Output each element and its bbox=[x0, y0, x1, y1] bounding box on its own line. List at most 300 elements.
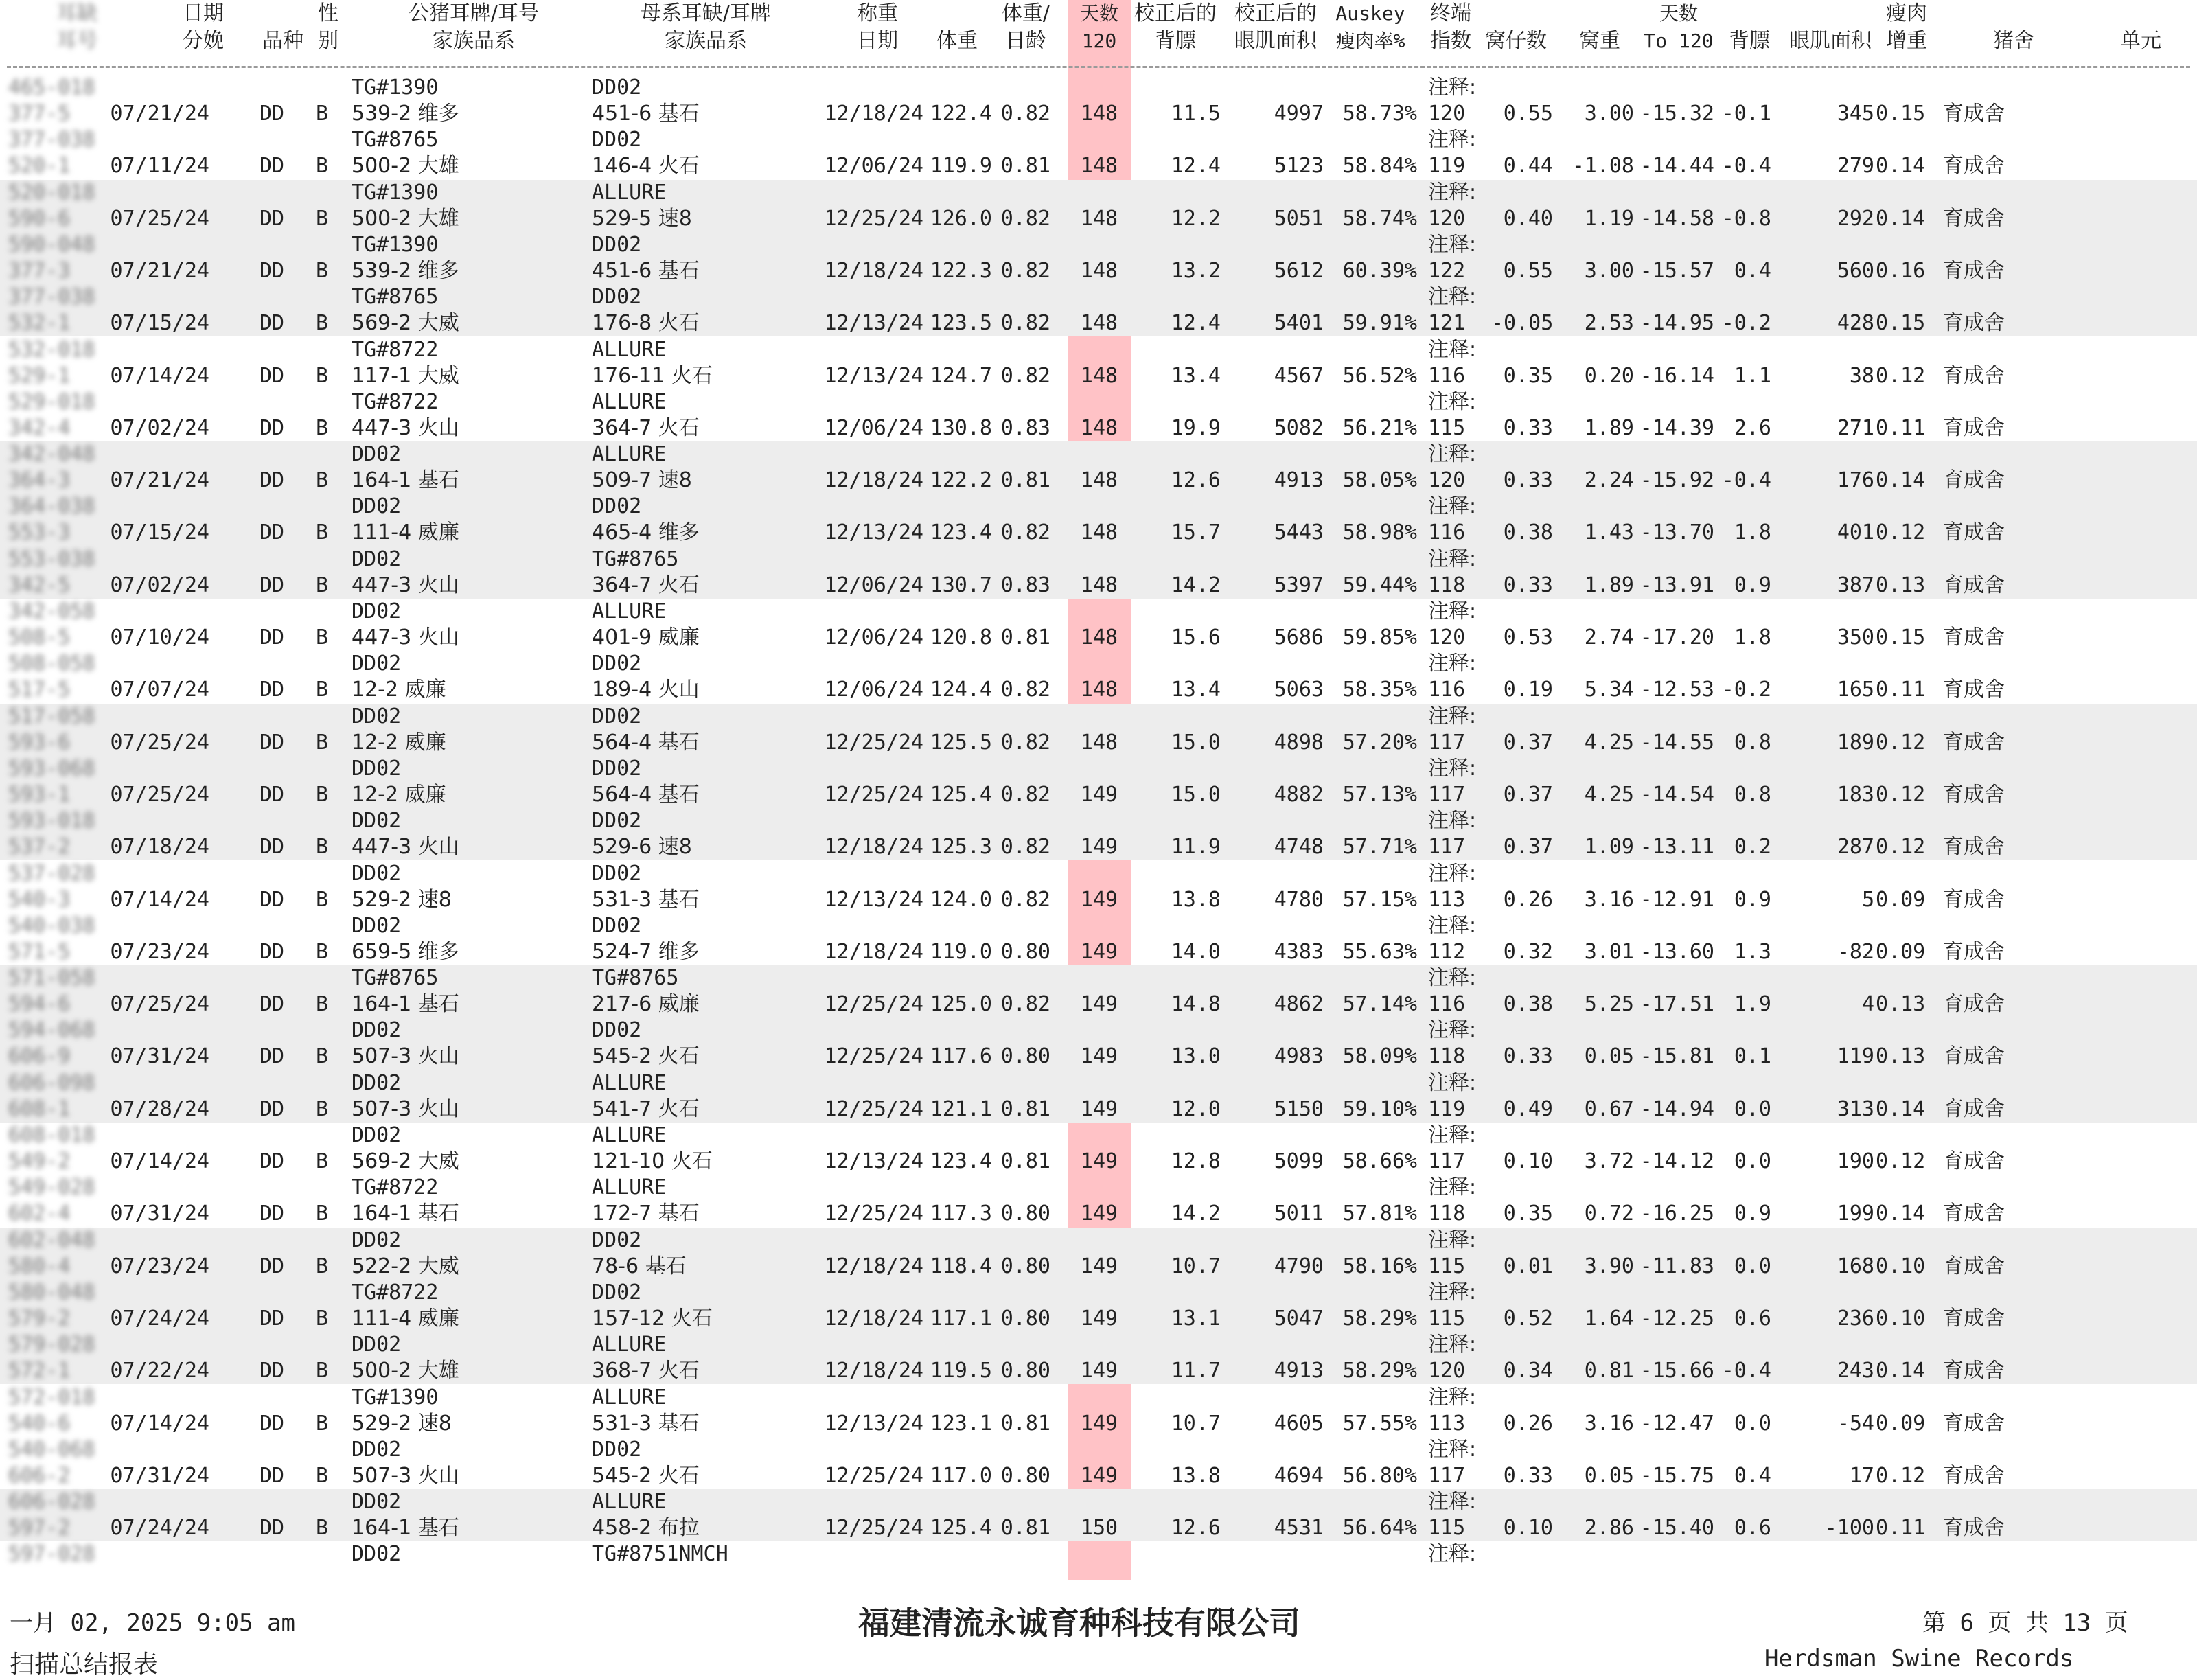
cell-date: 12/18/24 bbox=[824, 468, 923, 492]
note-label: 注释: bbox=[1428, 76, 1477, 100]
note-label: 注释: bbox=[1428, 1071, 1477, 1095]
cell-breed: DD bbox=[260, 1412, 285, 1436]
cell-days: 148 bbox=[1080, 207, 1118, 231]
sire-line: DD02 bbox=[352, 599, 402, 623]
cell-idx: 115 bbox=[1428, 416, 1466, 440]
print-datetime: 一月 02, 2025 9:05 am bbox=[10, 1609, 295, 1637]
cell-adg: 0.82 bbox=[1000, 520, 1050, 544]
cell-bf: -0.2 bbox=[1721, 678, 1771, 702]
cell-lw: 2.24 bbox=[1584, 468, 1634, 492]
cell-lg: 0.10 bbox=[1876, 1307, 1926, 1331]
cell-date: 12/25/24 bbox=[824, 1044, 923, 1068]
cell-lg: 0.16 bbox=[1876, 259, 1926, 283]
cell-bf: 1.8 bbox=[1734, 625, 1771, 649]
sire-tag: 164-1 基石 bbox=[352, 1516, 459, 1540]
cell-to120: -16.14 bbox=[1640, 364, 1714, 388]
cell-farrow: 07/14/24 bbox=[110, 364, 209, 388]
cell-lg: 0.13 bbox=[1876, 573, 1926, 597]
cell-lean: 56.64% bbox=[1342, 1516, 1417, 1540]
header-weigh-date-line: 称重 bbox=[857, 1, 898, 25]
cell-lma: 190 bbox=[1837, 1149, 1874, 1173]
cell-date: 12/18/24 bbox=[824, 940, 923, 964]
cell-lg: 0.13 bbox=[1876, 992, 1926, 1016]
cell-bf-adj: 15.0 bbox=[1171, 783, 1221, 807]
dam-line: ALLURE bbox=[592, 599, 667, 623]
dam-tag: 368-7 火石 bbox=[592, 1359, 700, 1383]
dam-line: TG#8765 bbox=[592, 547, 679, 571]
cell-barn: 育成舍 bbox=[1943, 1359, 2005, 1383]
cell-adg: 0.82 bbox=[1000, 835, 1050, 859]
cell-to120: -15.40 bbox=[1640, 1516, 1714, 1540]
ear-notch: 465-018 bbox=[8, 76, 95, 100]
sire-line: TG#8722 bbox=[352, 338, 439, 362]
dam-tag: 509-7 速8 bbox=[592, 468, 692, 492]
cell-lean: 60.39% bbox=[1342, 259, 1417, 283]
cell-lc: 0.33 bbox=[1503, 1044, 1553, 1068]
header-adg-line: 日龄 bbox=[1005, 29, 1046, 53]
sire-tag: 12-2 威廉 bbox=[352, 730, 446, 755]
cell-idx: 120 bbox=[1428, 102, 1466, 126]
cell-lma: 183 bbox=[1837, 783, 1874, 807]
ear-tag: 606-2 bbox=[8, 1464, 71, 1488]
cell-lma-adj: 5082 bbox=[1274, 416, 1324, 440]
dam-line: ALLURE bbox=[592, 1490, 667, 1514]
cell-lw: 0.81 bbox=[1584, 1359, 1634, 1383]
sire-tag: 12-2 威廉 bbox=[352, 783, 446, 807]
cell-adg: 0.82 bbox=[1000, 783, 1050, 807]
cell-sex: B bbox=[316, 1307, 329, 1331]
note-label: 注释: bbox=[1428, 1123, 1477, 1147]
cell-bf: 0.9 bbox=[1734, 573, 1771, 597]
cell-lc: 0.52 bbox=[1503, 1307, 1553, 1331]
cell-lma-adj: 5123 bbox=[1274, 154, 1324, 178]
dam-line: DD02 bbox=[592, 914, 642, 938]
cell-date: 12/06/24 bbox=[824, 154, 923, 178]
cell-wt: 125.3 bbox=[930, 835, 992, 859]
header-farrow-line: 分娩 bbox=[183, 29, 224, 53]
dam-line: ALLURE bbox=[592, 338, 667, 362]
cell-lw: 3.16 bbox=[1584, 1412, 1634, 1436]
cell-lc: 0.01 bbox=[1503, 1254, 1553, 1278]
cell-days: 148 bbox=[1080, 102, 1118, 126]
cell-lean: 58.73% bbox=[1342, 102, 1417, 126]
cell-bf: 0.0 bbox=[1734, 1254, 1771, 1278]
cell-barn: 育成舍 bbox=[1943, 992, 2005, 1016]
cell-farrow: 07/21/24 bbox=[110, 102, 209, 126]
cell-bf: 0.0 bbox=[1734, 1097, 1771, 1121]
ear-tag: 508-5 bbox=[8, 625, 71, 649]
cell-to120: -14.55 bbox=[1640, 730, 1714, 755]
cell-farrow: 07/02/24 bbox=[110, 416, 209, 440]
cell-lc: 0.38 bbox=[1503, 992, 1553, 1016]
ear-notch: 342-048 bbox=[8, 442, 95, 466]
cell-wt: 122.2 bbox=[930, 468, 992, 492]
cell-lean: 58.29% bbox=[1342, 1307, 1417, 1331]
cell-breed: DD bbox=[260, 625, 285, 649]
note-label: 注释: bbox=[1428, 1280, 1477, 1304]
cell-to120: -14.95 bbox=[1640, 311, 1714, 335]
cell-days: 148 bbox=[1080, 730, 1118, 755]
cell-barn: 育成舍 bbox=[1943, 1254, 2005, 1278]
cell-lg: 0.15 bbox=[1876, 311, 1926, 335]
cell-days: 149 bbox=[1080, 1149, 1118, 1173]
ear-tag: 606-9 bbox=[8, 1044, 71, 1068]
header-dam-line: 家族品系 bbox=[665, 29, 747, 53]
sire-tag: 569-2 大威 bbox=[352, 311, 459, 335]
header-unit-line bbox=[2051, 0, 2197, 27]
dam-line: DD02 bbox=[592, 1018, 642, 1042]
ear-tag: 540-6 bbox=[8, 1412, 71, 1436]
cell-lma-adj: 4567 bbox=[1274, 364, 1324, 388]
cell-lean: 58.29% bbox=[1342, 1359, 1417, 1383]
cell-bf: -0.4 bbox=[1721, 468, 1771, 492]
header-ear-tag-line: 耳缺 bbox=[56, 1, 97, 25]
cell-adg: 0.80 bbox=[1000, 1254, 1050, 1278]
sire-line: DD02 bbox=[352, 1490, 402, 1514]
cell-farrow: 07/24/24 bbox=[110, 1307, 209, 1331]
cell-lma: 176 bbox=[1837, 468, 1874, 492]
cell-lw: 3.00 bbox=[1584, 259, 1634, 283]
sire-line: TG#1390 bbox=[352, 76, 439, 100]
table-row bbox=[0, 651, 2197, 703]
ear-notch: 593-018 bbox=[8, 809, 95, 833]
cell-days: 149 bbox=[1080, 835, 1118, 859]
cell-lean: 59.85% bbox=[1342, 625, 1417, 649]
cell-bf-adj: 14.8 bbox=[1171, 992, 1221, 1016]
cell-idx: 118 bbox=[1428, 1044, 1466, 1068]
cell-lg: 0.11 bbox=[1876, 1516, 1926, 1540]
cell-bf-adj: 12.2 bbox=[1171, 207, 1221, 231]
software-brand: Herdsman Swine Records bbox=[1764, 1645, 2074, 1672]
cell-breed: DD bbox=[260, 154, 285, 178]
sire-line: DD02 bbox=[352, 442, 402, 466]
header-weigh-date-line: 日期 bbox=[857, 29, 898, 53]
cell-lg: 0.12 bbox=[1876, 730, 1926, 755]
ear-tag: 579-2 bbox=[8, 1307, 71, 1331]
cell-lw: 0.72 bbox=[1584, 1201, 1634, 1226]
table-row bbox=[0, 1228, 2197, 1280]
cell-breed: DD bbox=[260, 1359, 285, 1383]
cell-bf-adj: 12.4 bbox=[1171, 311, 1221, 335]
cell-days: 149 bbox=[1080, 940, 1118, 964]
cell-to120: -12.47 bbox=[1640, 1412, 1714, 1436]
header-weight-line: 体重 bbox=[936, 29, 978, 53]
cell-breed: DD bbox=[260, 259, 285, 283]
cell-days: 148 bbox=[1080, 520, 1118, 544]
cell-bf: 2.6 bbox=[1734, 416, 1771, 440]
cell-date: 12/25/24 bbox=[824, 1516, 923, 1540]
cell-wt: 125.5 bbox=[930, 730, 992, 755]
cell-days: 148 bbox=[1080, 311, 1118, 335]
cell-date: 12/25/24 bbox=[824, 207, 923, 231]
header-bf-adj-line: 校正后的 bbox=[1134, 1, 1217, 25]
cell-to120: -14.94 bbox=[1640, 1097, 1714, 1121]
cell-breed: DD bbox=[260, 1464, 285, 1488]
cell-idx: 116 bbox=[1428, 364, 1466, 388]
cell-idx: 120 bbox=[1428, 625, 1466, 649]
cell-to120: -15.81 bbox=[1640, 1044, 1714, 1068]
cell-breed: DD bbox=[260, 835, 285, 859]
cell-lc: 0.38 bbox=[1503, 520, 1553, 544]
cell-lean: 59.10% bbox=[1342, 1097, 1417, 1121]
cell-lw: 1.89 bbox=[1584, 573, 1634, 597]
cell-lean: 59.44% bbox=[1342, 573, 1417, 597]
sire-line: DD02 bbox=[352, 1123, 402, 1147]
ear-notch: 364-038 bbox=[8, 494, 95, 518]
cell-lc: 0.10 bbox=[1503, 1149, 1553, 1173]
cell-sex: B bbox=[316, 1359, 329, 1383]
sire-tag: 500-2 大雄 bbox=[352, 207, 459, 231]
cell-lma-adj: 5612 bbox=[1274, 259, 1324, 283]
dam-line: DD02 bbox=[592, 652, 642, 676]
cell-idx: 116 bbox=[1428, 520, 1466, 544]
cell-to120: -13.70 bbox=[1640, 520, 1714, 544]
cell-barn: 育成舍 bbox=[1943, 835, 2005, 859]
note-label: 注释: bbox=[1428, 1542, 1477, 1566]
cell-days: 148 bbox=[1080, 678, 1118, 702]
cell-lc: 0.19 bbox=[1503, 678, 1553, 702]
sire-line: DD02 bbox=[352, 1542, 402, 1566]
cell-lw: 1.64 bbox=[1584, 1307, 1634, 1331]
cell-lma-adj: 5047 bbox=[1274, 1307, 1324, 1331]
report-name: 扫描总结报表 bbox=[10, 1650, 159, 1679]
cell-adg: 0.81 bbox=[1000, 1516, 1050, 1540]
cell-bf-adj: 11.5 bbox=[1171, 102, 1221, 126]
ear-notch: 517-058 bbox=[8, 704, 95, 728]
cell-barn: 育成舍 bbox=[1943, 1201, 2005, 1226]
cell-bf-adj: 10.7 bbox=[1171, 1412, 1221, 1436]
cell-date: 12/13/24 bbox=[824, 364, 923, 388]
ear-notch: 572-018 bbox=[8, 1385, 95, 1409]
cell-bf-adj: 13.4 bbox=[1171, 678, 1221, 702]
cell-sex: B bbox=[316, 1149, 329, 1173]
cell-wt: 125.4 bbox=[930, 783, 992, 807]
cell-lc: 0.32 bbox=[1503, 940, 1553, 964]
cell-adg: 0.82 bbox=[1000, 678, 1050, 702]
cell-date: 12/25/24 bbox=[824, 1201, 923, 1226]
ear-tag: 593-1 bbox=[8, 783, 71, 807]
header-sire bbox=[384, 0, 563, 55]
dam-tag: 524-7 维多 bbox=[592, 940, 700, 964]
dam-tag: 529-6 速8 bbox=[592, 835, 692, 859]
cell-bf-adj: 14.0 bbox=[1171, 940, 1221, 964]
cell-sex: B bbox=[316, 1516, 329, 1540]
cell-lma: 17 bbox=[1849, 1464, 1874, 1488]
cell-lma: 189 bbox=[1837, 730, 1874, 755]
cell-lma-adj: 4790 bbox=[1274, 1254, 1324, 1278]
cell-barn: 育成舍 bbox=[1943, 1516, 2005, 1540]
cell-lc: 0.37 bbox=[1503, 730, 1553, 755]
cell-bf: 0.6 bbox=[1734, 1516, 1771, 1540]
cell-lma-adj: 4748 bbox=[1274, 835, 1324, 859]
cell-farrow: 07/28/24 bbox=[110, 1097, 209, 1121]
dam-tag: 564-4 基石 bbox=[592, 783, 700, 807]
cell-breed: DD bbox=[260, 1149, 285, 1173]
cell-to120: -12.91 bbox=[1640, 888, 1714, 912]
cell-lw: 5.25 bbox=[1584, 992, 1634, 1016]
header-index-line: 指数 bbox=[1430, 29, 1471, 53]
cell-to120: -12.25 bbox=[1640, 1307, 1714, 1331]
dam-line: ALLURE bbox=[592, 181, 667, 205]
dam-tag: 121-10 火石 bbox=[592, 1149, 713, 1173]
sire-tag: 111-4 威廉 bbox=[352, 1307, 459, 1331]
table-row bbox=[0, 494, 2197, 546]
cell-barn: 育成舍 bbox=[1943, 416, 2005, 440]
table-row bbox=[0, 965, 2197, 1017]
cell-lma: 350 bbox=[1837, 625, 1874, 649]
header-adg-line: 体重/ bbox=[1001, 1, 1050, 25]
cell-lean: 58.16% bbox=[1342, 1254, 1417, 1278]
cell-sex: B bbox=[316, 102, 329, 126]
dam-tag: 529-5 速8 bbox=[592, 207, 692, 231]
cell-adg: 0.82 bbox=[1000, 259, 1050, 283]
cell-idx: 120 bbox=[1428, 1359, 1466, 1383]
ear-notch: 553-038 bbox=[8, 547, 95, 571]
cell-wt: 122.4 bbox=[930, 102, 992, 126]
cell-days: 148 bbox=[1080, 364, 1118, 388]
cell-bf: 1.1 bbox=[1734, 364, 1771, 388]
cell-breed: DD bbox=[260, 1201, 285, 1226]
cell-wt: 130.7 bbox=[930, 573, 992, 597]
cell-bf: 0.9 bbox=[1734, 1201, 1771, 1226]
ear-tag: 594-6 bbox=[8, 992, 71, 1016]
cell-barn: 育成舍 bbox=[1943, 678, 2005, 702]
cell-days: 149 bbox=[1080, 783, 1118, 807]
dam-tag: 189-4 火山 bbox=[592, 678, 700, 702]
note-label: 注释: bbox=[1428, 128, 1477, 152]
cell-lma: -82 bbox=[1837, 940, 1874, 964]
cell-idx: 118 bbox=[1428, 1201, 1466, 1226]
cell-barn: 育成舍 bbox=[1943, 1307, 2005, 1331]
note-label: 注释: bbox=[1428, 704, 1477, 728]
note-label: 注释: bbox=[1428, 757, 1477, 781]
ear-tag: 580-4 bbox=[8, 1254, 71, 1278]
cell-adg: 0.80 bbox=[1000, 1307, 1050, 1331]
cell-breed: DD bbox=[260, 364, 285, 388]
cell-bf-adj: 13.1 bbox=[1171, 1307, 1221, 1331]
cell-wt: 118.4 bbox=[930, 1254, 992, 1278]
cell-lma: 236 bbox=[1837, 1307, 1874, 1331]
cell-lw: 2.53 bbox=[1584, 311, 1634, 335]
header-dam bbox=[617, 0, 795, 55]
sire-line: DD02 bbox=[352, 494, 402, 518]
cell-lg: 0.12 bbox=[1876, 1149, 1926, 1173]
ear-notch: 377-038 bbox=[8, 285, 95, 309]
cell-bf-adj: 15.0 bbox=[1171, 730, 1221, 755]
dam-line: DD02 bbox=[592, 757, 642, 781]
cell-date: 12/18/24 bbox=[824, 1359, 923, 1383]
cell-adg: 0.82 bbox=[1000, 311, 1050, 335]
dam-line: ALLURE bbox=[592, 1071, 667, 1095]
cell-idx: 116 bbox=[1428, 992, 1466, 1016]
table-row-continued bbox=[0, 1541, 2197, 1593]
cell-date: 12/13/24 bbox=[824, 888, 923, 912]
sire-line: DD02 bbox=[352, 914, 402, 938]
ear-notch: 580-048 bbox=[8, 1280, 95, 1304]
header-farrow-line: 日期 bbox=[183, 1, 224, 25]
table-row bbox=[0, 1070, 2197, 1123]
cell-lg: 0.12 bbox=[1876, 835, 1926, 859]
sire-line: TG#1390 bbox=[352, 233, 439, 257]
ear-notch: 608-018 bbox=[8, 1123, 95, 1147]
cell-date: 12/25/24 bbox=[824, 1097, 923, 1121]
cell-lg: 0.15 bbox=[1876, 625, 1926, 649]
cell-lw: 0.05 bbox=[1584, 1464, 1634, 1488]
cell-wt: 130.8 bbox=[930, 416, 992, 440]
sire-tag: 522-2 大威 bbox=[352, 1254, 459, 1278]
cell-to120: -15.66 bbox=[1640, 1359, 1714, 1383]
table-row bbox=[0, 1437, 2197, 1489]
ear-tag: 377-3 bbox=[8, 259, 71, 283]
cell-idx: 122 bbox=[1428, 259, 1466, 283]
cell-lma: 279 bbox=[1837, 154, 1874, 178]
cell-barn: 育成舍 bbox=[1943, 1149, 2005, 1173]
cell-wt: 117.0 bbox=[930, 1464, 992, 1488]
ear-tag: 342-4 bbox=[8, 416, 71, 440]
note-label: 注释: bbox=[1428, 547, 1477, 571]
cell-farrow: 07/25/24 bbox=[110, 992, 209, 1016]
cell-lc: 0.10 bbox=[1503, 1516, 1553, 1540]
cell-farrow: 07/31/24 bbox=[110, 1044, 209, 1068]
cell-bf-adj: 10.7 bbox=[1171, 1254, 1221, 1278]
cell-wt: 124.7 bbox=[930, 364, 992, 388]
cell-lma-adj: 4605 bbox=[1274, 1412, 1324, 1436]
ear-notch: 529-018 bbox=[8, 390, 95, 414]
cell-barn: 育成舍 bbox=[1943, 311, 2005, 335]
table-row bbox=[0, 1280, 2197, 1332]
header-lean-line: Auskey bbox=[1335, 2, 1405, 25]
header-lean-line: 瘦肉率% bbox=[1335, 30, 1405, 52]
cell-lean: 57.55% bbox=[1342, 1412, 1417, 1436]
sire-tag: 507-3 火山 bbox=[352, 1044, 459, 1068]
table-row bbox=[0, 1332, 2197, 1384]
cell-days: 149 bbox=[1080, 1307, 1118, 1331]
cell-lg: 0.15 bbox=[1876, 102, 1926, 126]
cell-to120: -14.58 bbox=[1640, 207, 1714, 231]
sire-tag: 447-3 火山 bbox=[352, 835, 459, 859]
header-sex-line: 性 bbox=[318, 1, 338, 25]
cell-idx: 115 bbox=[1428, 1254, 1466, 1278]
cell-lma: 292 bbox=[1837, 207, 1874, 231]
cell-farrow: 07/31/24 bbox=[110, 1201, 209, 1226]
cell-lg: 0.11 bbox=[1876, 678, 1926, 702]
cell-wt: 124.4 bbox=[930, 678, 992, 702]
dam-tag: 465-4 维多 bbox=[592, 520, 700, 544]
sire-line: DD02 bbox=[352, 1438, 402, 1462]
cell-lma: 243 bbox=[1837, 1359, 1874, 1383]
sire-line: TG#8722 bbox=[352, 390, 439, 414]
cell-wt: 123.5 bbox=[930, 311, 992, 335]
cell-lean: 55.63% bbox=[1342, 940, 1417, 964]
sire-tag: 569-2 大威 bbox=[352, 1149, 459, 1173]
dam-tag: 401-9 威廉 bbox=[592, 625, 700, 649]
cell-sex: B bbox=[316, 888, 329, 912]
cell-adg: 0.81 bbox=[1000, 1149, 1050, 1173]
table-row bbox=[0, 127, 2197, 179]
sire-tag: 12-2 威廉 bbox=[352, 678, 446, 702]
header-lma-adj-line: 眼肌面积 bbox=[1234, 29, 1317, 53]
ear-tag: 377-5 bbox=[8, 102, 71, 126]
cell-days: 149 bbox=[1080, 1097, 1118, 1121]
cell-wt: 125.4 bbox=[930, 1516, 992, 1540]
ear-notch: 532-018 bbox=[8, 338, 95, 362]
cell-lw: 0.20 bbox=[1584, 364, 1634, 388]
ear-notch: 590-048 bbox=[8, 233, 95, 257]
cell-lw: 5.34 bbox=[1584, 678, 1634, 702]
cell-to120: -15.75 bbox=[1640, 1464, 1714, 1488]
cell-barn: 育成舍 bbox=[1943, 364, 2005, 388]
dam-line: DD02 bbox=[592, 285, 642, 309]
